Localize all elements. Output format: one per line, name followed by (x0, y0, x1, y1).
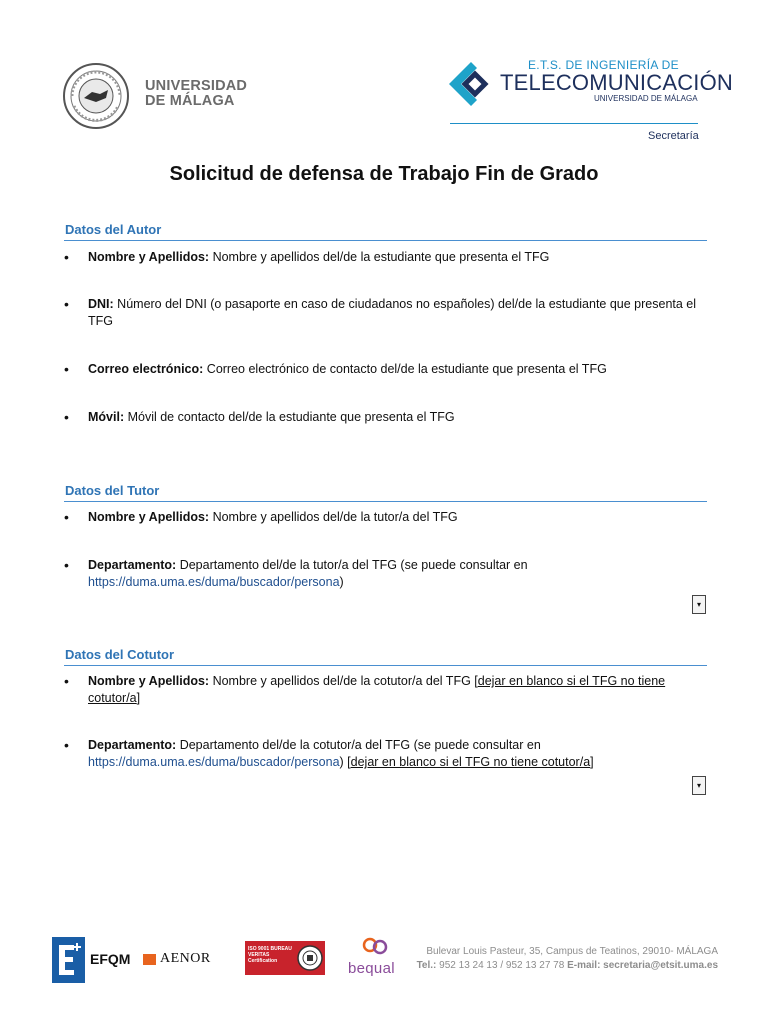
tutor-nombre-field[interactable] (88, 509, 708, 526)
etsi-school-line: E.T.S. DE INGENIERÍA DE (528, 58, 679, 72)
cotutor-departamento-close: ] (590, 755, 594, 769)
efqm-logo: EFQM (90, 951, 131, 967)
bullet-icon: • (64, 296, 69, 312)
autor-dni-text: Número del DNI (o pasaporte en caso de ciudadanos no españoles) del/de la estudiante que presenta el TFG (88, 297, 697, 328)
e-quality-logo-icon (52, 937, 85, 983)
bullet-icon: • (64, 361, 69, 377)
footer-email-label: E-mail: (567, 960, 601, 971)
tutor-departamento-field[interactable] (88, 557, 708, 591)
footer-tel-value: 952 13 24 13 / 952 13 27 78 (436, 960, 568, 971)
cotutor-departamento-field[interactable] (88, 737, 708, 771)
section-divider-tutor (64, 501, 707, 502)
uma-name-line1: UNIVERSIDAD (145, 78, 248, 94)
autor-correo-label: Correo electrónico: (88, 362, 204, 376)
header-divider (450, 123, 698, 124)
footer-contact (400, 960, 718, 971)
etsi-university-line: UNIVERSIDAD DE MÁLAGA (594, 94, 698, 103)
autor-correo-text: Correo electrónico de contacto del/de la estudiante que presenta el TFG (203, 362, 607, 376)
etsi-telecomunicacion-logo-icon (447, 60, 493, 108)
bullet-icon: • (64, 557, 69, 573)
footer-email-value[interactable]: secretaria@etsit.uma.es (600, 960, 718, 971)
autor-correo-field[interactable] (88, 361, 708, 378)
bureau-veritas-seal-icon (296, 943, 324, 973)
cotutor-nombre-field[interactable] (88, 673, 708, 707)
cotutor-nombre-label: Nombre y Apellidos: (88, 674, 210, 688)
etsi-telecomunicacion-line: TELECOMUNICACIÓN (500, 70, 733, 95)
cotutor-departamento-note: dejar en blanco si el TFG no tiene cotutor/a (350, 755, 591, 769)
cotutor-departamento-text: Departamento del/de la cotutor/a del TFG (se puede consultar en (176, 738, 541, 752)
tutor-nombre-text: Nombre y apellidos del/de la tutor/a del TFG (209, 510, 458, 524)
department-label: Secretaría (648, 130, 699, 142)
aenor-logo: AENOR (160, 951, 211, 966)
autor-movil-label: Móvil: (88, 410, 125, 424)
section-divider-cotutor (64, 665, 707, 666)
cotutor-departamento-dropdown[interactable]: ▾ (692, 776, 706, 795)
cotutor-departamento-label: Departamento: (88, 738, 177, 752)
tutor-departamento-label: Departamento: (88, 558, 177, 572)
tutor-nombre-label: Nombre y Apellidos: (88, 510, 210, 524)
bullet-icon: • (64, 673, 69, 689)
tutor-duma-link[interactable]: https://duma.uma.es/duma/buscador/persona (88, 575, 340, 589)
bullet-icon: • (64, 409, 69, 425)
autor-nombre-label: Nombre y Apellidos: (88, 250, 210, 264)
cotutor-departamento-mid: ) [ (339, 755, 351, 769)
uma-name-line2: DE MÁLAGA (145, 93, 235, 109)
cotutor-nombre-text: Nombre y apellidos del/de la cotutor/a del TFG [ (209, 674, 478, 688)
autor-dni-field[interactable] (88, 296, 708, 330)
cotutor-nombre-close: ] (136, 691, 141, 705)
section-divider-autor (64, 240, 707, 241)
footer-tel-label: Tel.: (416, 960, 437, 971)
autor-nombre-text: Nombre y apellidos del/de la estudiante que presenta el TFG (209, 250, 550, 264)
bequal-logo-icon (360, 936, 390, 958)
cotutor-duma-link[interactable]: https://duma.uma.es/duma/buscador/persona (88, 755, 340, 769)
autor-movil-field[interactable] (88, 409, 708, 426)
autor-movil-text: Móvil de contacto del/de la estudiante que presenta el TFG (124, 410, 455, 424)
bequal-wordmark: bequal (348, 960, 395, 977)
universidad-malaga-seal-icon (62, 62, 130, 130)
page-title: Solicitud de defensa de Trabajo Fin de Grado (169, 163, 599, 185)
footer-address: Bulevar Louis Pasteur, 35, Campus de Teatinos, 29010- MÁLAGA (426, 946, 718, 957)
autor-dni-label: DNI: (88, 297, 114, 311)
tutor-departamento-text: Departamento del/de la tutor/a del TFG (se puede consultar en (176, 558, 528, 572)
bullet-icon: • (64, 249, 69, 265)
universidad-malaga-wordmark (145, 79, 247, 109)
cotutor-nombre-note: dejar en blanco si el TFG no tiene cotutor/a (88, 674, 666, 705)
section-heading-cotutor: Datos del Cotutor (65, 647, 175, 662)
section-heading-tutor: Datos del Tutor (65, 483, 160, 498)
autor-nombre-field[interactable] (88, 249, 708, 266)
section-heading-autor: Datos del Autor (65, 222, 162, 237)
iso-certification-text: ISO 9001 BUREAU VERITAS Certification (248, 946, 292, 964)
tutor-departamento-dropdown[interactable]: ▾ (692, 595, 706, 614)
bullet-icon: • (64, 509, 69, 525)
bullet-icon: • (64, 737, 69, 753)
efqm-square-icon (143, 954, 156, 965)
tutor-departamento-close: ) (339, 575, 344, 589)
